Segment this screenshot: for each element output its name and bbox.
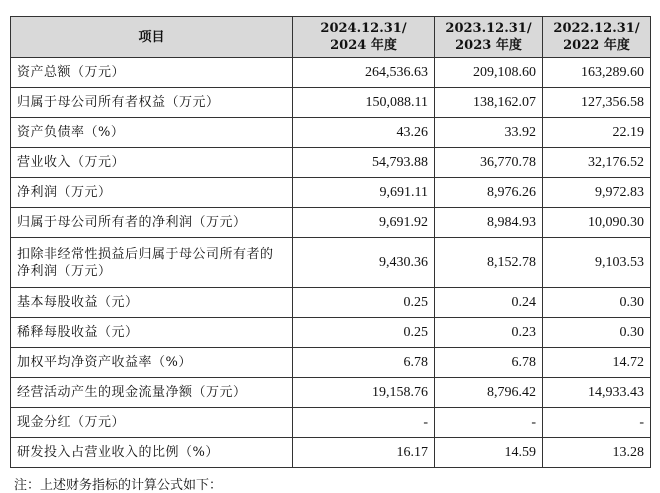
value-2023: 14.59 [435, 438, 543, 468]
table-row [11, 438, 651, 468]
row-label: 营业收入（万元） [11, 148, 293, 178]
value-2022: 9,972.83 [543, 178, 651, 208]
header-2024-date: 2024.12.31/ [320, 21, 407, 36]
table-row [11, 318, 651, 348]
row-label: 资产总额（万元） [11, 58, 293, 88]
table-row [11, 178, 651, 208]
table-row [11, 288, 651, 318]
value-2023: 6.78 [435, 348, 543, 378]
value-2024: 54,793.88 [293, 148, 435, 178]
row-label: 现金分红（万元） [11, 408, 293, 438]
row-label: 资产负债率（%） [11, 118, 293, 148]
value-2024: 0.25 [293, 318, 435, 348]
row-label: 加权平均净资产收益率（%） [11, 348, 293, 378]
row-label: 净利润（万元） [11, 178, 293, 208]
value-2022: 22.19 [543, 118, 651, 148]
value-2024: 9,430.36 [293, 238, 435, 288]
header-item: 项目 [11, 17, 293, 58]
header-2023-date: 2023.12.31/ [445, 21, 532, 36]
table-row [11, 378, 651, 408]
row-label: 归属于母公司所有者权益（万元） [11, 88, 293, 118]
row-label: 经营活动产生的现金流量净额（万元） [11, 378, 293, 408]
value-2024: 0.25 [293, 288, 435, 318]
value-2023: 0.23 [435, 318, 543, 348]
header-2022-date: 2022.12.31/ [553, 21, 640, 36]
financial-table-container [10, 16, 650, 468]
value-2024: 9,691.11 [293, 178, 435, 208]
row-label: 研发投入占营业收入的比例（%） [11, 438, 293, 468]
table-row [11, 118, 651, 148]
row-label: 稀释每股收益（元） [11, 318, 293, 348]
value-2024: 6.78 [293, 348, 435, 378]
value-2023: 138,162.07 [435, 88, 543, 118]
value-2022: 9,103.53 [543, 238, 651, 288]
table-row [11, 348, 651, 378]
value-2022: 13.28 [543, 438, 651, 468]
value-2022: 14,933.43 [543, 378, 651, 408]
value-2023: 8,796.42 [435, 378, 543, 408]
footnote: 注：上述财务指标的计算公式如下： [14, 478, 223, 493]
value-2022: 127,356.58 [543, 88, 651, 118]
value-2022: 0.30 [543, 288, 651, 318]
table-row [11, 408, 651, 438]
table-row [11, 148, 651, 178]
value-2023: 33.92 [435, 118, 543, 148]
row-label: 扣除非经常性损益后归属于母公司所有者的净利润（万元） [11, 238, 293, 288]
value-2024: 16.17 [293, 438, 435, 468]
value-2024: 150,088.11 [293, 88, 435, 118]
value-2024: 43.26 [293, 118, 435, 148]
value-2022: 10,090.30 [543, 208, 651, 238]
value-2023: - [435, 408, 543, 438]
table-row [11, 58, 651, 88]
value-2023: 8,152.78 [435, 238, 543, 288]
header-2023 [435, 17, 543, 58]
header-2022-year: 2022 年度 [563, 38, 630, 53]
table-row [11, 208, 651, 238]
value-2022: - [543, 408, 651, 438]
header-2022 [543, 17, 651, 58]
value-2022: 0.30 [543, 318, 651, 348]
value-2023: 36,770.78 [435, 148, 543, 178]
value-2024: - [293, 408, 435, 438]
row-label: 基本每股收益（元） [11, 288, 293, 318]
value-2022: 14.72 [543, 348, 651, 378]
value-2024: 19,158.76 [293, 378, 435, 408]
value-2023: 0.24 [435, 288, 543, 318]
header-2024 [293, 17, 435, 58]
header-2023-year: 2023 年度 [455, 38, 522, 53]
value-2023: 8,976.26 [435, 178, 543, 208]
value-2022: 32,176.52 [543, 148, 651, 178]
value-2022: 163,289.60 [543, 58, 651, 88]
value-2024: 264,536.63 [293, 58, 435, 88]
value-2024: 9,691.92 [293, 208, 435, 238]
value-2023: 209,108.60 [435, 58, 543, 88]
value-2023: 8,984.93 [435, 208, 543, 238]
table-row [11, 88, 651, 118]
table-row [11, 238, 651, 288]
table-header-row [11, 17, 651, 58]
financial-indicators-table [10, 16, 651, 468]
row-label: 归属于母公司所有者的净利润（万元） [11, 208, 293, 238]
header-2024-year: 2024 年度 [330, 38, 397, 53]
